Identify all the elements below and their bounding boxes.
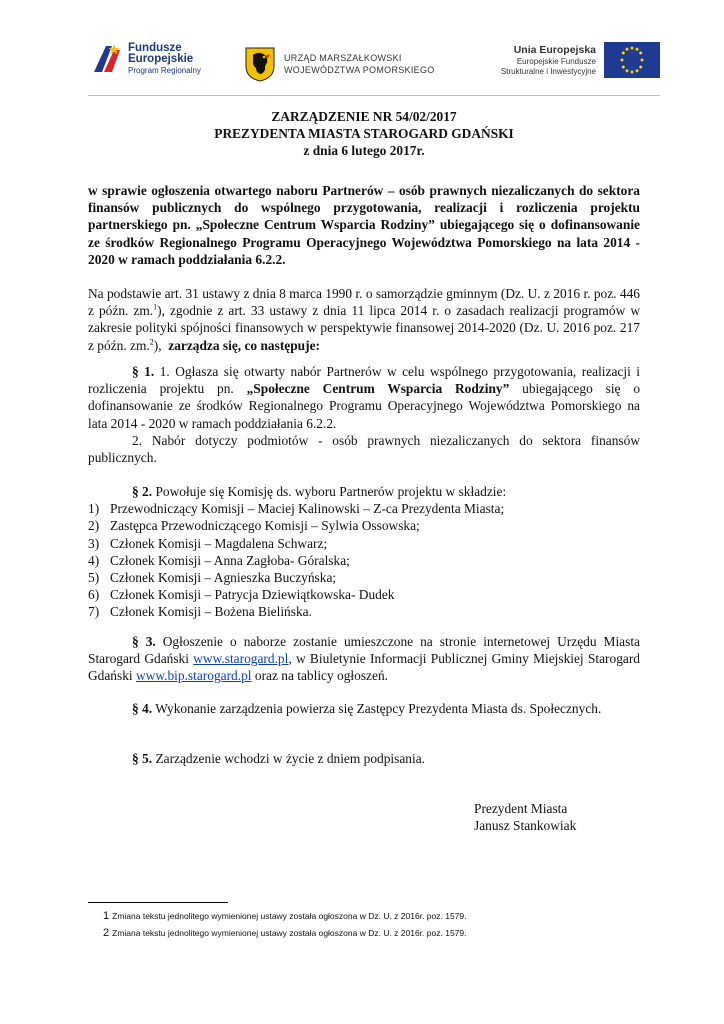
ue-line1: Unia Europejska — [513, 43, 596, 56]
basis-part2: ), zgodnie z art. 33 ustawy z dnia 11 lipca 2014 r. o zasadach realizacji programów w zakresie polityki spójności finansowych w perspektywie finansowej 2014-2020 (Dz. U. 2016 poz. 217 z późn. zm. — [88, 303, 640, 353]
section-2-text: Powołuje się Komisję ds. wyboru Partnerów projektu w składzie: — [155, 484, 507, 499]
basis-part1: Na podstawie art. 31 ustawy z dnia 8 marca 1990 r. o samorządzie gminnym (Dz. U. z 2016 r. poz. 446 z późn. zm. — [88, 286, 640, 319]
section-4 — [88, 700, 640, 717]
eu-flag-icon — [604, 42, 660, 78]
starogard-website-link[interactable]: www.starogard.pl — [193, 651, 289, 667]
list-item: 2) Zastępca Przewodniczącego Komisji – Sylwia Ossowska; — [88, 518, 420, 534]
section-3-text-c: oraz na tablicy ogłoszeń. — [251, 668, 388, 684]
document-subject: w sprawie ogłoszenia otwartego naboru Partnerów – osób prawnych niezaliczanych do sektora finansów publicznych do wspólnego przygotowania, realizacji i rozliczenia projektu partnerskiego pn. „Społeczne Centrum Wsparcia Rodziny” ubiegającego się o dofinansowanie ze środków Regionalnego Programu Operacyjnego Województwa Pomorskiego na lata 2014 - 2020 w ramach poddziałania 6.2.2. — [88, 183, 640, 267]
list-item: 7) Członek Komisji – Bożena Bielińska. — [88, 604, 312, 620]
document-title — [88, 108, 640, 160]
title-line2: PREZYDENTA MIASTA STAROGARD GDAŃSKI — [214, 126, 514, 142]
ue-line2: Europejskie Fundusze — [516, 56, 596, 66]
project-name: „Społeczne Centrum Wsparcia Rodziny” — [246, 381, 510, 397]
fe-line2: Europejskie — [128, 52, 194, 65]
list-item: 3) Członek Komisji – Magdalena Schwarz; — [88, 535, 328, 551]
section-1-mark: § 1. — [132, 364, 155, 379]
section-3-text-b: , w Biuletynie Informacji Publicznej Gminy Miejskiej Starogard Gdański — [88, 651, 640, 684]
section-2-mark: § 2. — [132, 484, 153, 499]
basis-part3: ), — [153, 337, 162, 353]
section-1-point-2: 2. Nabór dotyczy podmiotów - osób prawnych niezaliczanych do sektora finansów publicznych. — [88, 432, 640, 466]
section-4-text: Wykonanie zarządzenia powierza się Zastępcy Prezydenta Miasta ds. Społecznych. — [155, 701, 602, 716]
signature-block — [474, 800, 576, 834]
footnote-ref-2: 2 — [149, 337, 154, 347]
footnotes — [103, 908, 466, 942]
section-3 — [88, 633, 640, 685]
footnote-ref-1: 1 — [153, 302, 158, 312]
section-3-mark: § 3. — [132, 634, 156, 649]
section-4-mark: § 4. — [132, 701, 153, 716]
title-line3: z dnia 6 lutego 2017r. — [303, 143, 425, 159]
fe-line1: Fundusze — [128, 41, 182, 54]
section-1-text-c: ubiegającego się o dofinansowanie ze środków Regionalnego Programu Operacyjnego Województwa Pomorskiego na lata 2014 - 2020 w ramach poddziałania 6.2.2. — [88, 381, 641, 431]
section-3-text-a: Ogłoszenie o naborze zostanie umieszczone na stronie internetowej Urzędu Miasta Starogard Gdański — [88, 634, 640, 667]
footnote-2: 2 Zmiana tekstu jednolitego wymienionej ustawy została ogłoszona w Dz. U. z 2016r. poz. 1579. — [103, 927, 467, 939]
legal-basis — [88, 285, 640, 354]
list-item: 5) Członek Komisji – Agnieszka Buczyńska; — [88, 570, 337, 586]
footnote-1: 1 Zmiana tekstu jednolitego wymienionej ustawy została ogłoszona w Dz. U. z 2016r. poz. 1579. — [103, 910, 467, 922]
bip-website-link[interactable]: www.bip.starogard.pl — [135, 668, 252, 684]
pomorskie-coat-of-arms-icon — [244, 46, 276, 82]
section-5-text: Zarządzenie wchodzi w życie z dniem podpisania. — [155, 751, 426, 766]
signature-title: Prezydent Miasta — [474, 801, 568, 816]
header-divider — [88, 95, 660, 96]
ue-line3: Strukturalne i Inwestycyjne — [500, 66, 596, 76]
section-2 — [88, 483, 640, 621]
basis-decree: zarządza się, co następuje: — [168, 337, 320, 353]
um-line2: WOJEWÓDZTWA POMORSKIEGO — [284, 65, 435, 75]
footnote-divider — [88, 902, 228, 903]
logo-header — [88, 38, 660, 94]
list-item: 6) Członek Komisji – Patrycja Dziewiątkowska- Dudek — [88, 587, 395, 603]
fundusze-europejskie-logo — [92, 42, 201, 76]
section-1-text-a: 1. Ogłasza się otwarty nabór Partnerów w celu wspólnego przygotowania, realizacji i rozliczenia projektu pn. — [88, 364, 640, 397]
um-line1: URZĄD MARSZAŁKOWSKI — [284, 53, 402, 63]
title-line1: ZARZĄDZENIE NR 54/02/2017 — [271, 109, 457, 124]
signature-name: Janusz Stankowiak — [474, 818, 577, 834]
urzad-marszalkowski-logo — [244, 46, 435, 82]
section-1 — [88, 363, 640, 466]
list-item: 1) Przewodniczący Komisji – Maciej Kalinowski – Z-ca Prezydenta Miasta; — [88, 501, 505, 517]
commission-members-list — [88, 500, 640, 620]
section-5 — [88, 750, 640, 767]
section-5-mark: § 5. — [132, 751, 153, 766]
fe-line3: Program Regionalny — [128, 65, 201, 75]
list-item: 4) Członek Komisji – Anna Zagłoba- Góralska; — [88, 552, 350, 568]
fundusze-europejskie-emblem-icon — [92, 42, 122, 76]
unia-europejska-logo — [501, 42, 660, 78]
